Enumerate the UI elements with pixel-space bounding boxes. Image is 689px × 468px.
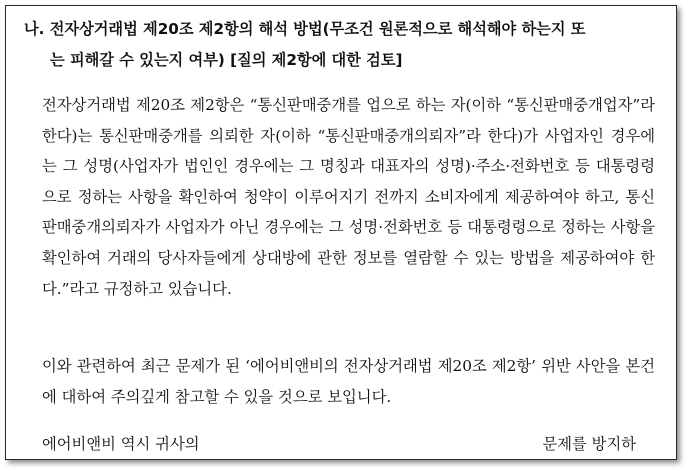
section-heading-line-1: 나. 전자상거래법 제20조 제2항의 해석 방법(무조건 원론적으로 해석해야 하는지 또: [24, 20, 586, 38]
section-heading-line-2: 는 피해갈 수 있는지 여부) [질의 제2항에 대한 검토]: [50, 51, 403, 69]
section-heading: [24, 14, 669, 76]
partial-line-right: 문제를 방지하: [542, 435, 636, 453]
body-paragraph-2: 이와 관련하여 최근 문제가 된 ‘에어비앤비의 전자상거래법 제20조 제2항’ 위반 사안을 본건에 대하여 주의깊게 참고할 수 있을 것으로 보입니다.: [42, 357, 655, 406]
body-paragraph-1: 전자상거래법 제20조 제2항은 “통신판매중개를 업으로 하는 자(이하 “통신판매중개업자”라 한다)는 통신판매중개를 의뢰한 자(이하 “통신판매중개의뢰자”라 한다)가 사업자인 경우에는 그 성명(사업자가 법인인 경우에는 그 명칭과 대표자의 성명)·주소·전화번호 등 대통령령으로 정하는 사항을 확인하여 청약이 이루어지기 전까지 소비자에게 제공하여야 하고, 통신판매중개의뢰자가 사업자가 아닌 경우에는 그 성명·전화번호 등 대통령령으로 정하는 사항을 확인하여 거래의 당사자들에게 상대방에 관한 정보를 열람할 수 있는 방법을 제공하여야 한다.”라고 규정하고 있습니다.: [42, 96, 655, 298]
document-frame: [5, 5, 677, 460]
partial-line-left: 에어비앤비 역시 귀사의: [42, 435, 200, 453]
